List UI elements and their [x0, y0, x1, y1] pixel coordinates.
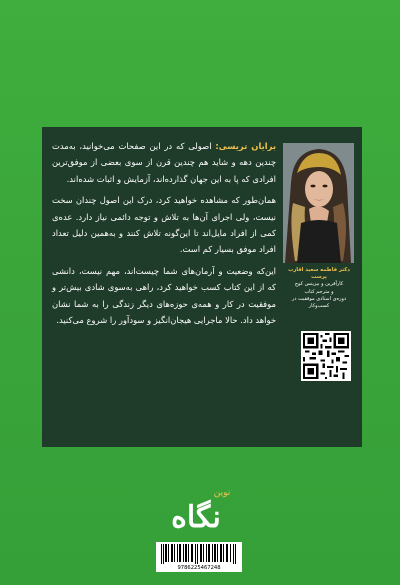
book-description	[52, 138, 276, 333]
isbn-number: 9786225467248	[177, 565, 221, 571]
author-name: دکتر فاطمه سعید اقارب پرست	[288, 267, 350, 281]
paragraph-1	[52, 138, 276, 187]
isbn-barcode	[156, 542, 242, 572]
author-line-4: کسب‌وکار	[308, 303, 330, 310]
author-line-1: کارآفرین و بیزینس کوچ	[294, 281, 344, 288]
publisher-logo	[160, 475, 232, 547]
author-bio	[281, 267, 357, 310]
qr-code[interactable]	[301, 331, 351, 381]
paragraph-2: همان‌طور که مشاهده خواهید کرد، درک این اصول چندان سخت نیست، ولی اجرای آن‌ها به تلاش و توجه دائمی نیاز دارد. عده‌ی کمی از افراد مایل‌اند تا این‌گونه تلاش کنند و به‌همین دلیل تعداد افراد موفق بسیار کم است.	[52, 195, 276, 255]
publisher-logo-main: نگاه	[171, 500, 221, 535]
quote-author-lead: برایان تریسی:	[215, 141, 276, 151]
publisher-logo-small: نوین	[213, 488, 231, 498]
author-line-2: و مترجم کتاب	[304, 288, 334, 295]
paragraph-3: این‌که وضعیت و آرمان‌های شما چیست‌اند، مهم نیست، دانشی که از این کتاب کسب خواهید کرد، راهی به‌سوی شادی بیش‌تر و موفقیت در کار و همه‌ی حوزه‌های دیگر زندگی را به شما نشان خواهد داد. حالا ماجرایی هیجان‌انگیز و سودآور را شروع می‌کنید.	[52, 265, 276, 326]
paragraph-1-text: اصولی که در این صفحات می‌خوانید، به‌مدت چندین دهه و شاید هم چندین قرن از سوی بعضی از موفق‌ترین افرادی که پا به این جهان گذارده‌اند، آزمایش و اثبات شده‌اند.	[52, 141, 276, 184]
author-photo	[283, 143, 354, 263]
author-line-3: دوره‌ی استادی موفقیت در	[291, 295, 347, 302]
